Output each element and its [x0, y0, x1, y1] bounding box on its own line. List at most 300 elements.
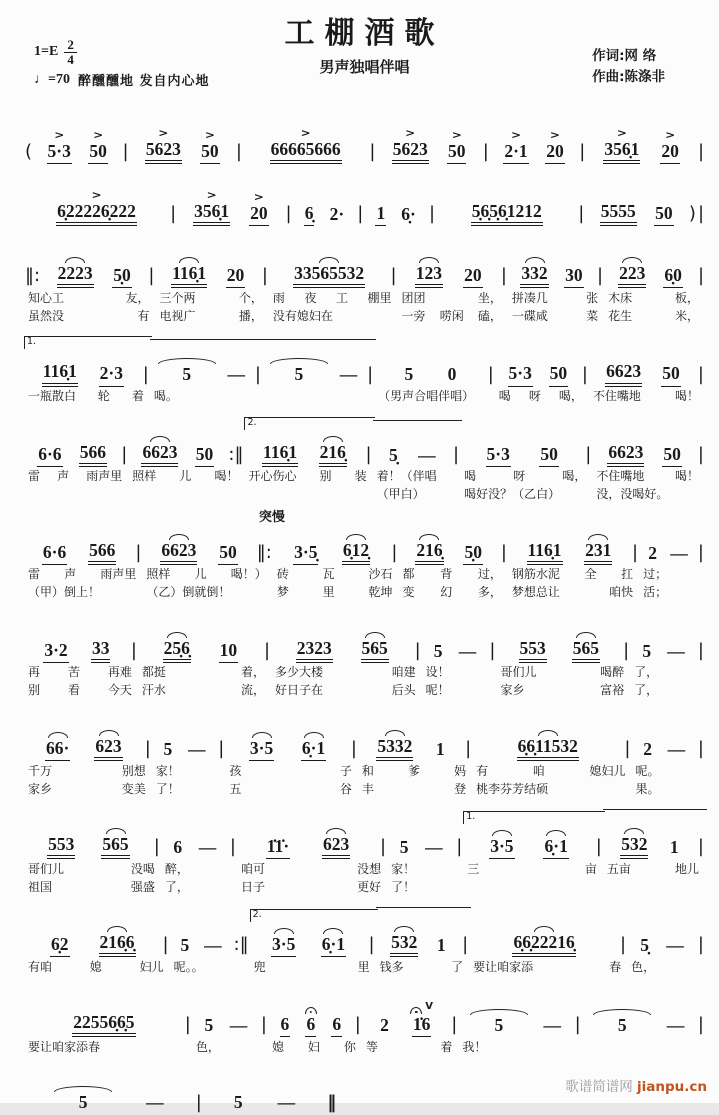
- note-group: [179, 923, 190, 957]
- measure: [508, 236, 604, 324]
- notes: 6623: [605, 361, 642, 386]
- lyric-row: [496, 663, 630, 681]
- notes: 6: [280, 1014, 291, 1037]
- notes: 5: [163, 738, 173, 759]
- notes: 553: [47, 834, 75, 859]
- barline: |: [597, 265, 604, 287]
- lyric-row: [589, 387, 705, 405]
- measure: [362, 987, 459, 1055]
- lyric-syllable: 团团: [401, 290, 426, 305]
- note-group: [361, 626, 389, 663]
- notes: 5̣0: [463, 542, 483, 565]
- barline: |: [697, 265, 705, 287]
- notes: —: [229, 1015, 248, 1036]
- notes: 566: [79, 442, 107, 467]
- lyric-syllable: 要让咱家添: [473, 959, 534, 974]
- lyric-syllable: 再: [28, 665, 41, 680]
- lyric-row: [460, 467, 592, 485]
- measure: [373, 418, 461, 503]
- note-group: [410, 1002, 433, 1037]
- lyric-row: [373, 467, 461, 485]
- lyric-row: [138, 681, 271, 699]
- note-group: [603, 127, 640, 164]
- notes: 6: [305, 1014, 316, 1037]
- lyric-syllable: 咱建: [391, 665, 416, 680]
- lyric-syllable: 呀: [528, 389, 541, 403]
- note-group: [50, 922, 70, 957]
- lyric-syllable: 呢。。: [173, 959, 204, 974]
- lyric-row: [496, 681, 630, 699]
- volta-bracket: [244, 417, 374, 430]
- notes: 5̣: [640, 935, 650, 956]
- lyric-syllable: 爹: [408, 763, 421, 778]
- volta-bracket: [376, 907, 472, 920]
- notes: 5: [617, 1015, 627, 1036]
- accent-mark: >: [616, 127, 627, 139]
- note-group: [249, 726, 274, 761]
- notes: 116̣1: [527, 540, 563, 565]
- lyric-syllable: 亩: [584, 861, 597, 876]
- accent-mark: >: [549, 129, 560, 141]
- volta-bracket: [24, 336, 152, 349]
- notes: 6̣22226̣222: [56, 201, 137, 226]
- note-group: [415, 251, 443, 288]
- lyric-syllable: 喝，: [562, 469, 587, 484]
- lyric-syllable: 磕，: [477, 308, 502, 323]
- notes: 566: [88, 540, 116, 565]
- lyric-syllable: 米，: [675, 308, 700, 323]
- notes: 33: [91, 638, 111, 663]
- notes: 50: [200, 141, 220, 164]
- note-group: [666, 1003, 686, 1037]
- note-group: [319, 430, 347, 467]
- lyric-syllable: 变: [402, 585, 415, 600]
- note-group: [543, 824, 568, 859]
- lyric-syllable: 多少大楼: [275, 665, 324, 680]
- note-group: [415, 528, 443, 565]
- notes: 5: [233, 1092, 243, 1113]
- note-group: [321, 922, 346, 957]
- lyric-row: [24, 387, 150, 405]
- note-group: [662, 432, 682, 467]
- notes: 6: [173, 837, 183, 857]
- measure: [495, 336, 589, 404]
- lyric-row: [463, 877, 603, 895]
- score-line-7: [24, 611, 705, 699]
- lyric-row: [24, 485, 128, 503]
- lyric-syllable: 没，没喝好。: [596, 487, 669, 502]
- lyric-syllable: 友，: [125, 290, 150, 305]
- measure: [24, 415, 128, 503]
- measure: [24, 611, 138, 699]
- note-group: [549, 351, 569, 386]
- notes: 623: [94, 736, 122, 761]
- barline: |: [429, 203, 436, 225]
- notes: 2223: [57, 263, 94, 288]
- lyric-row: [138, 663, 271, 681]
- barline: ‖:: [256, 541, 272, 563]
- lyric-syllable: 照样: [132, 469, 157, 484]
- note-group: [463, 530, 483, 565]
- note-group: [593, 1003, 651, 1037]
- note-group: [663, 253, 683, 288]
- barline: |: [697, 836, 704, 858]
- lyric-syllable: 了，: [634, 683, 659, 698]
- performance-type: 男声独唱伴唱: [319, 58, 410, 76]
- lyric-row: [508, 565, 639, 583]
- measure: [24, 985, 192, 1055]
- lyric-row: [472, 761, 631, 779]
- lyric-syllable: 儿: [194, 567, 207, 582]
- lyric-syllable: 要让咱家添春: [28, 1039, 101, 1054]
- key-tempo-block: [34, 38, 210, 89]
- lyric-syllable: 电视广: [159, 308, 196, 323]
- notes: 2323: [296, 638, 333, 663]
- lyric-row: [374, 387, 495, 405]
- lyric-syllable: 声: [64, 567, 77, 582]
- lyric-syllable: 丰: [361, 781, 374, 796]
- lyric-syllable: 播，: [238, 308, 263, 323]
- lyric-row: [422, 663, 497, 681]
- note-group: [79, 430, 107, 467]
- note-group: [661, 351, 681, 386]
- lyric-syllable: 设！: [425, 665, 450, 680]
- lyric-syllable: 不住嘴地: [596, 469, 645, 484]
- notes: 6623: [141, 442, 178, 467]
- notes: 50: [447, 141, 467, 164]
- notes: 6623: [607, 442, 644, 467]
- notes: 553: [519, 638, 547, 663]
- lyric-syllable: 着！（伴唱: [376, 469, 437, 484]
- lyric-row: [630, 663, 705, 681]
- notes: 5623: [145, 139, 182, 164]
- accent-mark: >: [93, 129, 104, 141]
- notes: 3·5: [271, 934, 296, 957]
- lyric-row: [24, 565, 142, 583]
- note-group: [339, 352, 359, 386]
- note-group: [45, 726, 70, 761]
- lyric-syllable: 喝。: [153, 389, 178, 403]
- barline: |: [285, 203, 292, 225]
- note-group: [229, 1003, 249, 1037]
- notes: —: [666, 935, 684, 956]
- measure: [387, 810, 463, 895]
- notes: 50: [662, 444, 682, 467]
- lyric-syllable: 别想: [121, 763, 146, 778]
- lyric-syllable: 流，: [241, 683, 266, 698]
- notes: 3·2: [43, 640, 68, 663]
- note-group: [293, 251, 365, 288]
- note-group: [145, 127, 182, 164]
- measure: [268, 987, 362, 1055]
- note-group: [486, 432, 511, 467]
- note-group: [271, 922, 296, 957]
- lyric-syllable: 了！: [155, 781, 180, 796]
- note-group: [639, 923, 650, 957]
- measure: [262, 337, 374, 404]
- measure: [496, 611, 630, 699]
- notes: 5·3: [486, 444, 511, 467]
- score-line-9: [24, 807, 705, 895]
- lyric-syllable: 别: [319, 469, 332, 484]
- notes: 50: [88, 141, 108, 164]
- notes: 231: [584, 540, 612, 565]
- lyric-syllable: 板，: [675, 290, 700, 305]
- notes: —: [670, 542, 688, 563]
- note-group: [42, 530, 67, 565]
- measure: [422, 614, 497, 699]
- note-group: [458, 629, 478, 663]
- measure: [161, 810, 237, 895]
- notes: 5555: [600, 201, 637, 226]
- barline: |: [697, 363, 704, 385]
- notes: 5: [204, 1015, 214, 1036]
- tempo-change-mark: 突慢: [258, 509, 285, 525]
- note-group: [56, 189, 137, 226]
- measure: [142, 513, 272, 601]
- lyric-row: [603, 859, 705, 877]
- lyric-row: [639, 565, 705, 583]
- note-group: [304, 191, 315, 226]
- barline: |: [195, 1091, 202, 1113]
- volta-bracket: [262, 339, 376, 352]
- lyric-syllable: 五亩: [606, 861, 631, 876]
- volta-bracket: [463, 811, 605, 824]
- notes: 116̣1: [171, 263, 207, 288]
- lyric-syllable: 着: [440, 1039, 453, 1054]
- volta-label: 2.: [247, 416, 257, 428]
- notes: 20: [226, 265, 246, 288]
- note-group: [424, 825, 444, 859]
- notes: 2·3: [99, 363, 124, 386]
- notes: 5: [433, 640, 443, 661]
- measure: [627, 908, 705, 975]
- notes: 25̣6̣: [163, 638, 191, 663]
- measure: [225, 711, 358, 797]
- lyric-syllable: 别: [28, 683, 41, 698]
- lyric-syllable: 富裕: [600, 683, 625, 698]
- lyric-syllable: 雨声里: [86, 469, 123, 484]
- note-group: [654, 191, 674, 226]
- lyric-syllable: 家！: [155, 763, 180, 778]
- measure: [490, 114, 587, 164]
- lyric-syllable: 轮: [97, 389, 110, 403]
- note-group: [262, 430, 298, 467]
- note-group: [463, 253, 483, 288]
- lyric-syllable: 唠闲: [439, 308, 464, 323]
- note-group: [470, 1003, 528, 1037]
- lyric-syllable: 五: [229, 781, 242, 796]
- note-group: [72, 1000, 135, 1037]
- lyric-row: [358, 779, 472, 797]
- lyric-row: [398, 565, 507, 583]
- note-group: [517, 724, 579, 761]
- note-group: [527, 528, 563, 565]
- note-group: [293, 530, 318, 565]
- barline: |: [263, 639, 271, 661]
- note-group: [545, 129, 565, 164]
- lyric-syllable: 钢筋水泥: [511, 567, 560, 582]
- lyric-syllable: 呢！: [425, 683, 450, 698]
- note-group: [543, 1003, 563, 1037]
- measure: [24, 513, 142, 601]
- note-group: [270, 127, 342, 164]
- barline: |: [579, 141, 586, 163]
- measure: [364, 176, 436, 226]
- lyric-row: [362, 1037, 459, 1055]
- lyric-syllable: 雷: [28, 567, 41, 582]
- accent-mark: >: [54, 129, 65, 141]
- lyric-syllable: 家乡: [500, 683, 525, 698]
- lyric-syllable: 雷: [28, 469, 41, 484]
- lyric-syllable: 我！: [462, 1039, 487, 1054]
- note-group: [342, 528, 370, 565]
- barline: |: [260, 1014, 267, 1036]
- lyric-row: [508, 583, 639, 601]
- note-group: [489, 824, 514, 859]
- lyric-row: [268, 1037, 362, 1055]
- note-group: [277, 1080, 297, 1114]
- notes: —: [146, 1092, 164, 1113]
- lyric-syllable: （乙）倒就倒！: [146, 585, 231, 600]
- notes: 565: [361, 638, 389, 663]
- note-group: [605, 349, 642, 386]
- lyric-row: [24, 288, 155, 306]
- lyric-row: [639, 583, 705, 601]
- lyric-syllable: 一碟咸: [511, 308, 548, 323]
- notes: —: [204, 935, 222, 956]
- fermata-mark: [410, 1007, 422, 1014]
- watermark: [565, 1075, 707, 1095]
- measure: [170, 908, 250, 975]
- notes: 50: [654, 203, 674, 226]
- barline: |: [218, 738, 225, 759]
- lyric-syllable: 开心伤心: [248, 469, 297, 484]
- lyric-syllable: 木床: [608, 290, 633, 305]
- note-group: [305, 1002, 317, 1037]
- measure: [271, 611, 422, 699]
- note-group: [539, 432, 559, 467]
- lyric-syllable: 乾坤: [368, 585, 393, 600]
- barline: (: [25, 141, 33, 163]
- note-group: [266, 824, 290, 859]
- barline: ): [688, 203, 696, 225]
- lyric-row: [495, 387, 589, 405]
- lyric-syllable: 都挺: [141, 665, 166, 680]
- lyric-syllable: 日子: [240, 879, 265, 894]
- measure: [203, 1065, 337, 1114]
- barline: |: [391, 541, 398, 563]
- volta-bracket: [603, 809, 707, 822]
- lyric-syllable: 咱可: [240, 861, 265, 876]
- barline: |: [390, 265, 397, 287]
- score-line-8: [24, 709, 705, 797]
- barline: |: [482, 141, 489, 163]
- lyric-row: [142, 583, 272, 601]
- lyric-row: [150, 387, 262, 405]
- note-group: [193, 189, 230, 226]
- accent-mark: >: [451, 129, 462, 141]
- barline: |: [414, 639, 421, 661]
- notes: 33565532: [293, 263, 365, 288]
- lyric-row: [269, 306, 398, 324]
- lyric-row: [631, 761, 705, 779]
- note-group: [88, 528, 116, 565]
- barline: |: [581, 363, 588, 385]
- notes: 20: [545, 141, 565, 164]
- notes: 5: [78, 1092, 88, 1113]
- measure: [177, 174, 292, 226]
- notes: 565: [572, 638, 600, 663]
- volta-bracket: [250, 909, 378, 922]
- accent-mark: >: [158, 127, 169, 139]
- barline: |: [487, 363, 494, 385]
- barline: |: [500, 265, 507, 287]
- notes: 123: [415, 263, 443, 288]
- lyric-syllable: 妈: [454, 763, 467, 778]
- note-group: [331, 1002, 342, 1037]
- notes: 0: [447, 364, 457, 385]
- lyric-syllable: 有: [476, 763, 489, 778]
- lyric-row: [631, 779, 705, 797]
- accent-mark: >: [405, 127, 416, 139]
- accent-mark: >: [91, 189, 102, 202]
- barline: |: [456, 836, 463, 858]
- note-group: [226, 253, 246, 288]
- notes: 2: [648, 542, 658, 563]
- lyric-syllable: 照样: [146, 567, 171, 582]
- note-group: [112, 253, 132, 288]
- lyric-row: [460, 485, 592, 503]
- note-group: [399, 825, 410, 859]
- notes: 5: [404, 364, 414, 385]
- measure: [458, 988, 581, 1055]
- barline: |: [153, 836, 160, 858]
- note-group: [163, 626, 191, 663]
- volta-label: 1.: [27, 336, 37, 348]
- barline: |: [697, 203, 705, 225]
- measure: [460, 417, 592, 503]
- note-group: [99, 920, 136, 957]
- lyric-syllable: 媳妇儿: [589, 763, 626, 778]
- barline: |: [697, 141, 705, 163]
- score-header: [24, 6, 705, 102]
- notes: 6̣2: [50, 934, 70, 957]
- note-group: [584, 528, 612, 565]
- tempo-marking: [34, 72, 70, 88]
- lyric-syllable: 儿: [179, 469, 192, 484]
- barline: |: [162, 934, 169, 956]
- notes: 6̣·: [401, 204, 416, 225]
- notes: 1̇1̇·: [266, 836, 290, 859]
- lyric-row: [24, 663, 138, 681]
- barline: :‖: [228, 443, 244, 465]
- watermark-domain: jianpu.cn: [637, 1079, 707, 1095]
- lyric-syllable: 有: [137, 308, 150, 323]
- note-group: [163, 727, 174, 761]
- barline: |: [261, 265, 268, 287]
- note-group: [160, 528, 197, 565]
- note-group: [447, 129, 467, 164]
- notes: 20: [660, 141, 680, 164]
- measure: [269, 236, 398, 324]
- accent-mark: >: [300, 127, 311, 139]
- lyric-syllable: 雨: [272, 290, 285, 305]
- score-line-2: [24, 174, 705, 226]
- notes: 532: [390, 932, 418, 957]
- score-line-5: [24, 415, 705, 503]
- notes: 1: [375, 203, 386, 226]
